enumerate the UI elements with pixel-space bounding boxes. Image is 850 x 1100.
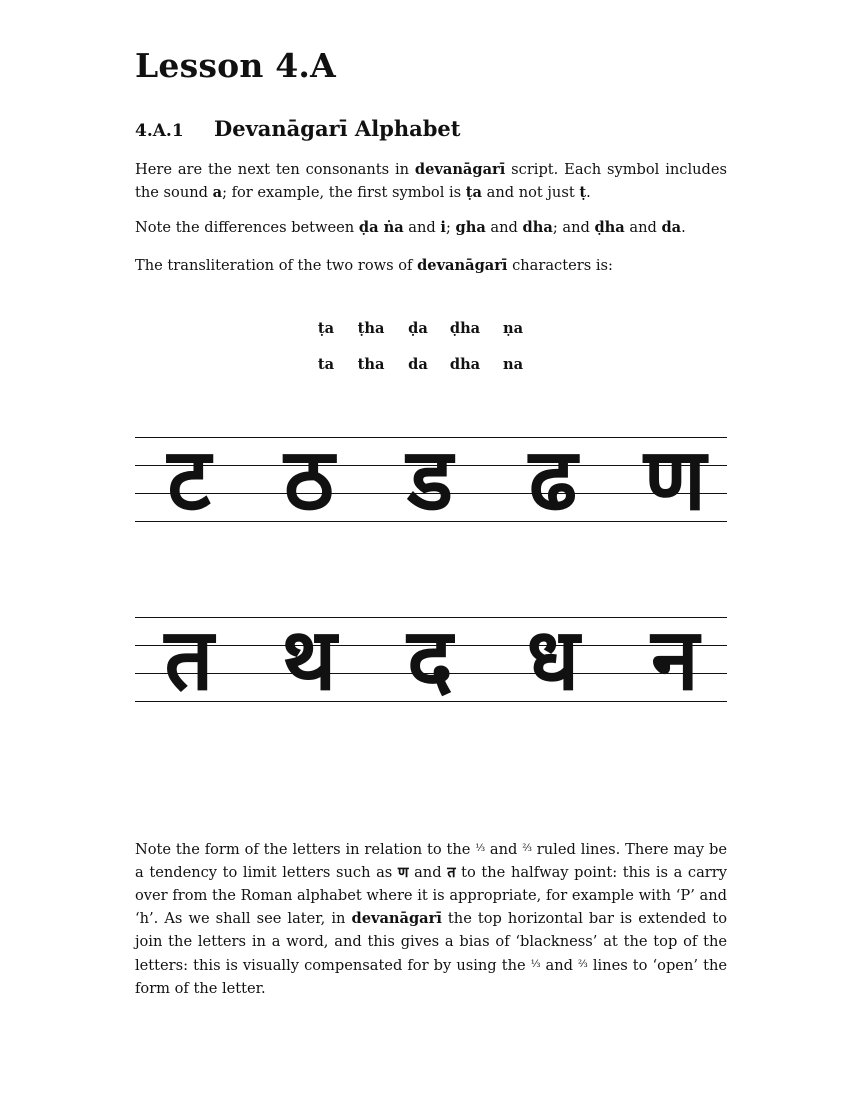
note-bold: i [440, 219, 446, 236]
note-text: Note the differences between [135, 219, 359, 236]
translit-cell: da [408, 355, 428, 373]
translit-cell: ṭa [317, 319, 335, 337]
closing-text: and [408, 864, 448, 881]
inline-devanagari-na: ण [397, 864, 409, 881]
closing-text: the top horizontal bar is extended to join the letters in a word, and this gives a bias of ‘blackness’ at the top of the letters: this is visually compensated for by using the [135, 910, 727, 974]
devanagari-glyph: ण [643, 430, 707, 530]
closing-text: lines to ‘open’ the form of the letter. [135, 957, 727, 997]
intro-bold-a: a [212, 184, 223, 201]
transliteration-intro [135, 254, 727, 277]
devanagari-glyph: ध [526, 610, 580, 710]
intro-text: ; for example, the first symbol is [222, 184, 466, 201]
translit-cell: ta [317, 355, 335, 373]
translit-cell: ṭha [357, 319, 385, 337]
translit-intro-bold: devanāgarī [417, 257, 508, 274]
transliteration-table [305, 310, 555, 382]
translit-cell: ḍha [449, 319, 481, 337]
intro-bold-devanagari: devanāgarī [414, 161, 506, 178]
note-bold: dha [522, 219, 553, 236]
translit-intro-text: The transliteration of the two rows of [135, 257, 418, 274]
note-bold: da [661, 219, 682, 236]
note-text: and [485, 219, 523, 236]
note-bold: ḍha [594, 219, 625, 236]
intro-text: and not just [482, 184, 580, 201]
closing-text: and [485, 841, 523, 858]
differences-paragraph [135, 216, 727, 239]
note-text: ; and [552, 219, 595, 236]
devanagari-ruled-row-1 [135, 430, 727, 530]
devanagari-glyph: थ [281, 610, 337, 710]
translit-cell: ṇa [502, 319, 524, 337]
note-text: . [681, 219, 686, 236]
closing-bold-devanagari: devanāgarī [351, 910, 442, 927]
devanagari-glyph: द [407, 610, 453, 710]
devanagari-glyph: न [651, 610, 699, 710]
translit-cell: dha [449, 355, 481, 373]
fraction-one-third: ⅓ [530, 959, 541, 970]
note-text: and [624, 219, 662, 236]
lesson-title: Lesson 4.A [135, 46, 336, 85]
closing-text: and [540, 957, 579, 974]
note-text: and [403, 219, 441, 236]
fraction-two-thirds: ⅔ [578, 959, 588, 970]
note-bold: ḍa ṅa [358, 219, 404, 236]
closing-text: to the halfway point: this is a carry over from the Roman alphabet where it is appropriate, for example with ‘P’ and ‘h’. As we shall see later, in [135, 864, 727, 927]
devanagari-ruled-row-2 [135, 610, 727, 710]
devanagari-glyph: ड [406, 430, 453, 530]
intro-bold-t: ṭ [579, 184, 587, 201]
translit-cell: ḍa [408, 319, 428, 337]
devanagari-glyph: त [164, 610, 214, 710]
closing-text: Note the form of the letters in relation to the [135, 841, 476, 858]
devanagari-glyph: ट [167, 430, 211, 530]
fraction-two-thirds: ⅔ [522, 843, 532, 854]
closing-text: ruled lines. There may be a tendency to limit letters such as [135, 841, 727, 881]
transliteration-row-retroflex [305, 310, 555, 346]
closing-paragraph [135, 837, 727, 1000]
note-bold: gha [455, 219, 486, 236]
intro-text: Here are the next ten consonants in [135, 161, 415, 178]
translit-cell: na [502, 355, 524, 373]
page [135, 0, 727, 1100]
devanagari-glyph: ठ [284, 430, 334, 530]
translit-cell: tha [357, 355, 385, 373]
devanagari-glyph: ढ [528, 430, 578, 530]
fraction-one-third: ⅓ [475, 843, 486, 854]
intro-paragraph [135, 158, 727, 204]
intro-bold-ta: ṭa [465, 184, 482, 201]
intro-text: script. Each symbol includes the sound [135, 161, 727, 201]
transliteration-row-dental [305, 346, 555, 382]
translit-intro-text: characters is: [507, 257, 613, 274]
inline-devanagari-ta: त [447, 864, 456, 881]
section-number: 4.A.1 [135, 121, 184, 141]
intro-text: . [586, 184, 591, 201]
section-heading [135, 116, 460, 141]
section-title: Devanāgarī Alphabet [214, 116, 461, 141]
note-text: ; [445, 219, 456, 236]
